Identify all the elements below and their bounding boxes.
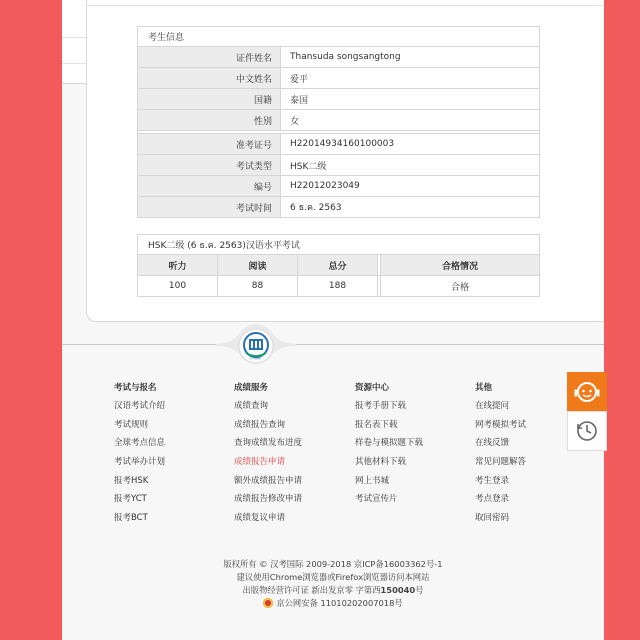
customer-service-button[interactable]: [567, 372, 607, 412]
emblem-text: 汉考国际: [249, 356, 262, 360]
table-row: 准考证号 H22014934160100003: [138, 134, 540, 155]
listening-score: 100: [138, 276, 218, 297]
table-row: 中文姓名 爱平: [138, 68, 540, 89]
table-row: 考试时间 6 ธ.ค. 2563: [138, 197, 540, 218]
copyright-text: 版权所有 © 汉考国际 2009-2018 京ICP备16003362号-1: [223, 559, 443, 569]
footer-link[interactable]: 网上书城: [355, 475, 390, 486]
reading-score: 88: [218, 276, 298, 297]
police-record[interactable]: 京公网安备 11010202007018号: [62, 597, 604, 609]
header-reading: 阅读: [218, 255, 298, 276]
police-badge-icon: [263, 598, 273, 608]
score-title: HSK二级 (6 ธ.ค. 2563)汉语水平考试: [138, 235, 540, 255]
footer-link[interactable]: 考试规则: [114, 419, 149, 430]
table-row: 性别 女: [138, 110, 540, 131]
customer-service-icon: [568, 373, 606, 411]
footer-link[interactable]: 常见问题解答: [475, 457, 527, 468]
footer-col-other: 其他 在线提问 网考模拟考试 在线反馈 常见问题解答 考生登录 考点登录 取回密码: [475, 381, 526, 532]
table-row: [138, 276, 540, 297]
header-total: 总分: [298, 255, 378, 276]
footer-col-exam: 考试与报名 汉语考试介绍 考试规则 全球考点信息 考试举办计划 报考HSK 报考YCT 报考BCT: [114, 381, 165, 532]
footer-link[interactable]: 考试宣传片: [355, 494, 398, 505]
footer-link[interactable]: 在线提问: [475, 401, 510, 411]
license-text: 出版物经营许可证 新出发京零 字第西150040号: [242, 585, 424, 595]
footer-link[interactable]: 报名表下载: [355, 419, 398, 430]
footer-link[interactable]: 其他材料下载: [355, 457, 407, 468]
candidate-info-table: [137, 26, 540, 218]
footer-link[interactable]: 报考YCT: [114, 494, 147, 505]
footer-link[interactable]: 成绩查询: [234, 401, 269, 411]
result-card: [86, 0, 604, 322]
table-row: 考试类型 HSK二级: [138, 155, 540, 176]
footer-link[interactable]: 报考手册下载: [355, 401, 407, 411]
footer-link-active[interactable]: 成绩报告申请: [234, 457, 286, 468]
score-table: [137, 234, 540, 297]
browser-note: 建议使用Chrome浏览器或Firefox浏览器访问本网站: [236, 572, 430, 582]
footer-col-score: 成绩服务 成绩查询 成绩报告查询 查询成绩发布进度 成绩报告申请 额外成绩报告申请 成绩报告修改申请 成绩复议申请: [234, 381, 302, 532]
footer-link[interactable]: 在线反馈: [475, 438, 510, 449]
footer-link[interactable]: 全球考点信息: [114, 438, 166, 449]
header-listening: 听力: [138, 255, 218, 276]
history-button[interactable]: [567, 411, 607, 451]
pass-status: 合格: [381, 276, 540, 297]
footer-link[interactable]: 考试举办计划: [114, 457, 166, 468]
footer-link[interactable]: 考生登录: [475, 475, 510, 486]
table-row: 证件姓名 Thansuda songsangtong: [138, 47, 540, 68]
footer-link[interactable]: 成绩报告查询: [234, 419, 286, 430]
header-pass-status: 合格情况: [381, 255, 540, 276]
footer-link[interactable]: 样卷与模拟题下载: [355, 438, 424, 449]
footer-link[interactable]: 报考BCT: [114, 513, 148, 524]
hanban-emblem[interactable]: [216, 322, 296, 370]
footer-link[interactable]: 汉语考试介绍: [114, 401, 166, 411]
page: [62, 0, 604, 640]
footer-link[interactable]: 报考HSK: [114, 475, 149, 486]
footer-link[interactable]: 查询成绩发布进度: [234, 438, 303, 449]
history-clock-icon: [568, 412, 606, 450]
footer-link[interactable]: 网考模拟考试: [475, 419, 527, 430]
footer-col-resources: 资源中心 报考手册下载 报名表下载 样卷与模拟题下载 其他材料下载 网上书城 考试宣传片: [355, 381, 423, 513]
table-row: 编号 H22012023049: [138, 176, 540, 197]
footer-link[interactable]: 取回密码: [475, 513, 510, 524]
table-row: 国籍 泰国: [138, 89, 540, 110]
candidate-section-title: 考生信息: [138, 27, 540, 47]
footer-link[interactable]: 成绩复议申请: [234, 513, 286, 524]
footer-link[interactable]: 额外成绩报告申请: [234, 475, 303, 486]
total-score: 188: [298, 276, 378, 297]
footer-link[interactable]: 考点登录: [475, 494, 510, 505]
footer-link[interactable]: 成绩报告修改申请: [234, 494, 303, 505]
